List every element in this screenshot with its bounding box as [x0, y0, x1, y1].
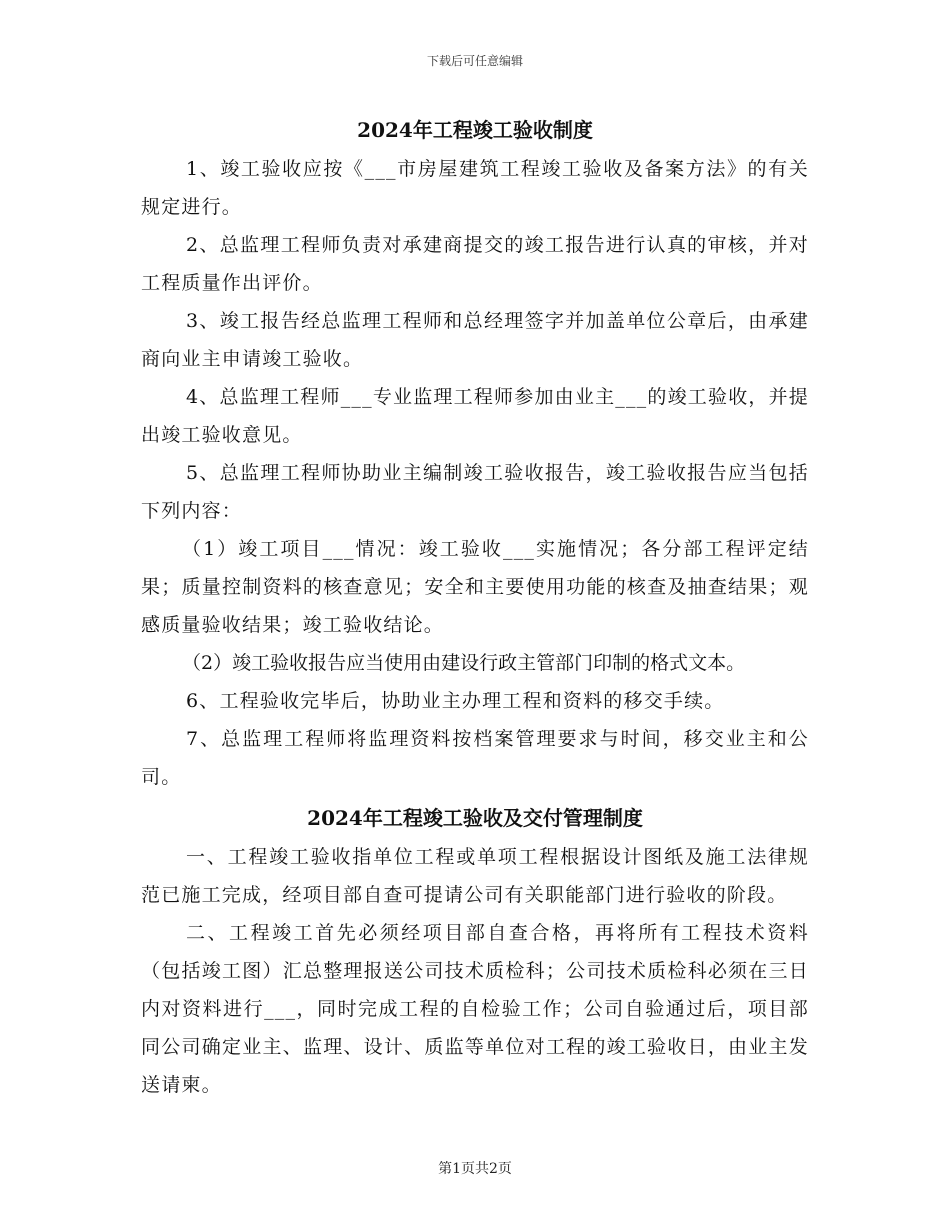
paragraph-sub-item: （1）竣工项目___情况：竣工验收___实施情况；各分部工程评定结果；质量控制资料的核查意见；安全和主要使用功能的核查及抽查结果；观感质量验收结果；竣工验收结论。 — [141, 538, 809, 636]
paragraph: 二、工程竣工首先必须经项目部自查合格，再将所有工程技术资料（包括竣工图）汇总整理报送公司技术质检科；公司技术质检科必须在三日内对资料进行___，同时完成工程的自检验工作；公司自验通过后，项目部同公司确定业主、监理、设计、质监等单位对工程的竣工验收日，由业主发送请柬。 — [141, 922, 809, 1096]
paragraph: 2、总监理工程师负责对承建商提交的竣工报告进行认真的审核，并对工程质量作出评价。 — [141, 234, 809, 294]
paragraph-sub-item: （2）竣工验收报告应当使用由建设行政主管部门印制的格式文本。 — [182, 652, 746, 674]
section-title-acceptance-delivery: 2024年工程竣工验收及交付管理制度 — [307, 806, 643, 830]
paragraph: 一、工程竣工验收指单位工程或单项工程根据设计图纸及施工法律规范已施工完成，经项目部自查可提请公司有关职能部门进行验收的阶段。 — [141, 846, 809, 906]
paragraph: 6、工程验收完毕后，协助业主办理工程和资料的移交手续。 — [186, 690, 725, 712]
paragraph: 1、竣工验收应按《___市房屋建筑工程竣工验收及备案方法》的有关规定进行。 — [141, 158, 809, 218]
paragraph: 5、总监理工程师协助业主编制竣工验收报告，竣工验收报告应当包括下列内容： — [141, 462, 809, 522]
paragraph: 7、总监理工程师将监理资料按档案管理要求与时间，移交业主和公司。 — [141, 728, 809, 788]
document-body — [141, 110, 809, 1104]
page-number: 第1页共2页 — [438, 1161, 512, 1177]
paragraph: 4、总监理工程师___专业监理工程师参加由业主___的竣工验收，并提出竣工验收意见。 — [141, 386, 809, 446]
paragraph: 3、竣工报告经总监理工程师和总经理签字并加盖单位公章后，由承建商向业主申请竣工验收。 — [141, 310, 809, 370]
header-note: 下载后可任意编辑 — [426, 54, 523, 68]
section-title-acceptance: 2024年工程竣工验收制度 — [357, 118, 593, 142]
